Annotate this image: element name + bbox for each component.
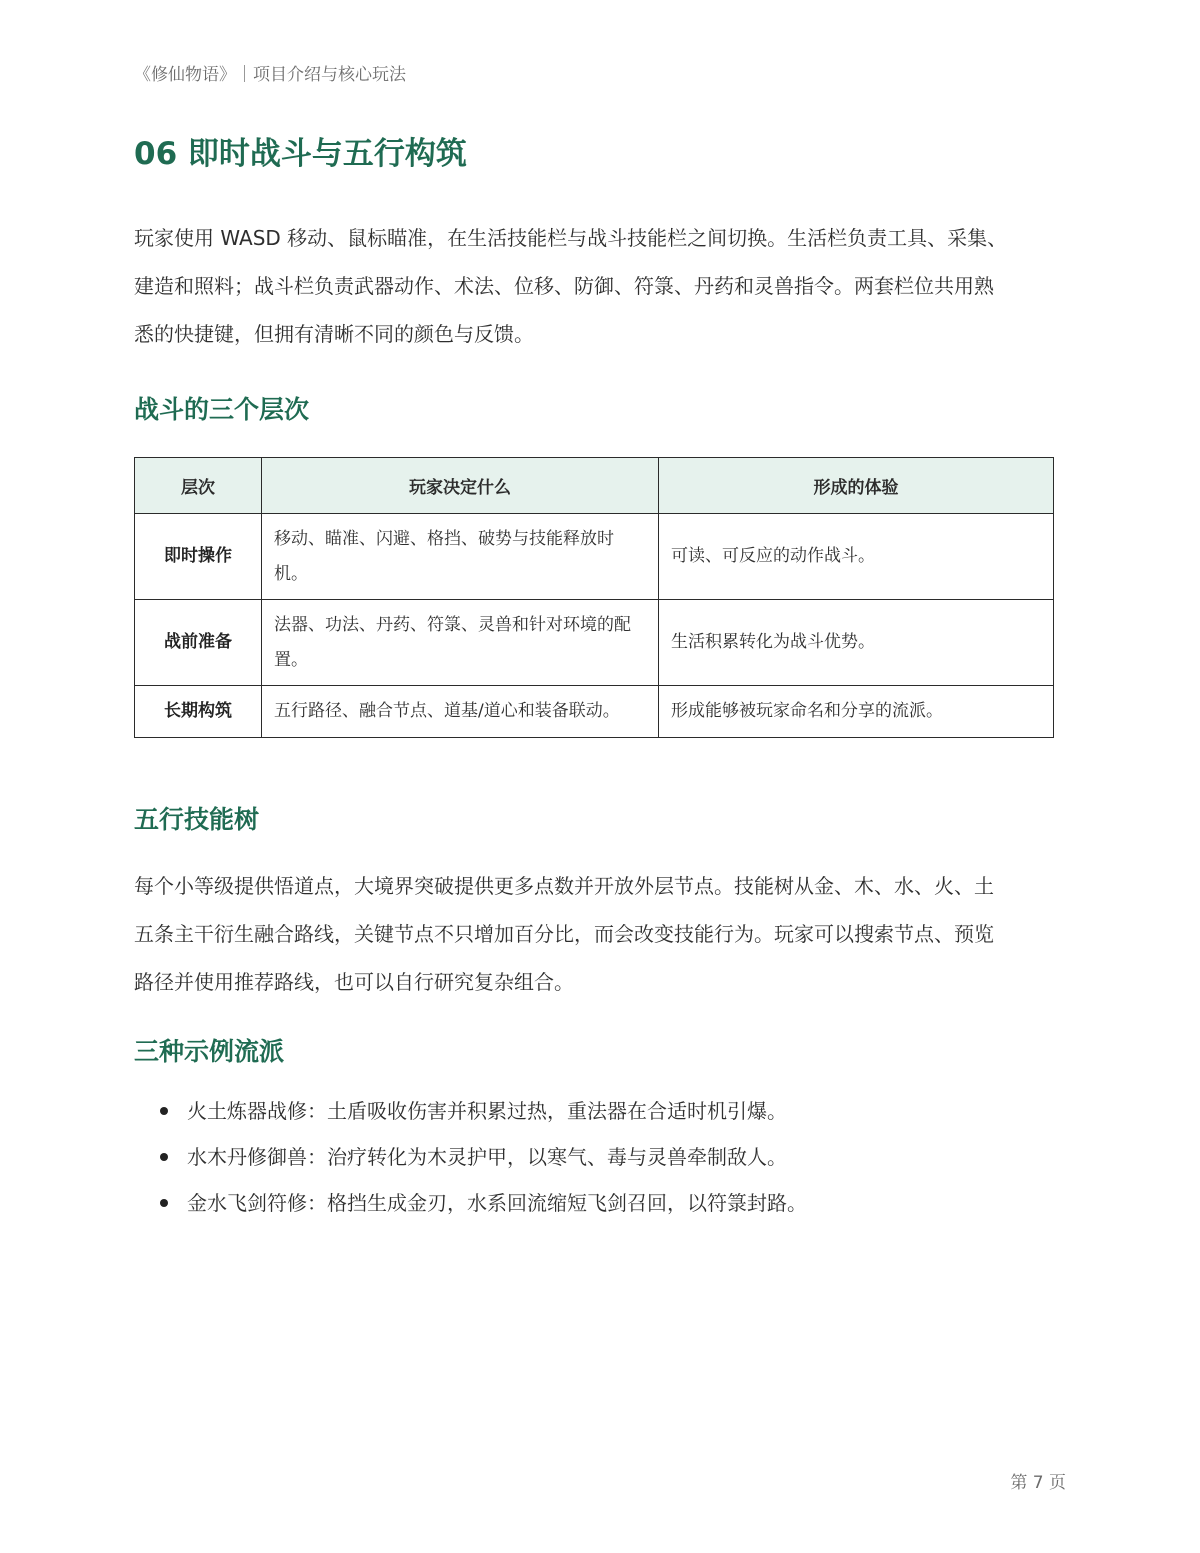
decides-line: 移动、瞄准、闪避、格挡、破势与技能释放时: [274, 528, 614, 549]
layers-heading: 战斗的三个层次: [134, 395, 310, 424]
decides-line: 置。: [274, 649, 308, 670]
intro-line: 悉的快捷键，但拥有清晰不同的颜色与反馈。: [134, 322, 534, 346]
chapter-title: 06 即时战斗与五行构筑: [134, 136, 467, 172]
combat-layers-table: [134, 457, 1054, 738]
table-row: [135, 686, 1054, 738]
column-header-layer: 层次: [135, 458, 262, 514]
skill-tree-paragraph: [134, 862, 1074, 1006]
table-header-row: [135, 458, 1054, 514]
decides-line: 机。: [274, 563, 308, 584]
list-item: [134, 1180, 807, 1226]
bullet-icon: [160, 1107, 168, 1115]
skill-tree-heading: 五行技能树: [134, 805, 260, 834]
table-row: [135, 600, 1054, 686]
decides-cell: [262, 600, 659, 686]
layer-name-cell: 长期构筑: [135, 686, 262, 738]
layer-name-cell: 即时操作: [135, 514, 262, 600]
builds-heading: 三种示例流派: [134, 1037, 285, 1066]
page-number: 第 7 页: [1010, 1473, 1066, 1493]
decides-cell: [262, 514, 659, 600]
bullet-icon: [160, 1153, 168, 1161]
skill-tree-line: 每个小等级提供悟道点，大境界突破提供更多点数并开放外层节点。技能树从金、木、水、火、土: [134, 874, 994, 898]
experience-cell: 生活积累转化为战斗优势。: [659, 600, 1054, 686]
list-item-text: 金水飞剑符修：格挡生成金刃，水系回流缩短飞剑召回，以符箓封路。: [187, 1191, 807, 1215]
layer-name-cell: 战前准备: [135, 600, 262, 686]
intro-paragraph: [134, 214, 1074, 358]
experience-cell: 形成能够被玩家命名和分享的流派。: [659, 686, 1054, 738]
experience-cell: 可读、可反应的动作战斗。: [659, 514, 1054, 600]
list-item-text: 火土炼器战修：土盾吸收伤害并积累过热，重法器在合适时机引爆。: [187, 1099, 787, 1123]
builds-list: [134, 1088, 807, 1226]
running-header: 《修仙物语》｜项目介绍与核心玩法: [134, 65, 406, 85]
intro-line: 建造和照料；战斗栏负责武器动作、术法、位移、防御、符箓、丹药和灵兽指令。两套栏位共用熟: [134, 274, 994, 298]
list-item-text: 水木丹修御兽：治疗转化为木灵护甲，以寒气、毒与灵兽牵制敌人。: [187, 1145, 787, 1169]
skill-tree-line: 路径并使用推荐路线，也可以自行研究复杂组合。: [134, 970, 574, 994]
column-header-experience: 形成的体验: [659, 458, 1054, 514]
intro-line: 玩家使用 WASD 移动、鼠标瞄准，在生活技能栏与战斗技能栏之间切换。生活栏负责工具、采集、: [134, 226, 1008, 250]
column-header-decides: 玩家决定什么: [262, 458, 659, 514]
list-item: [134, 1134, 807, 1180]
bullet-icon: [160, 1199, 168, 1207]
decides-cell: [262, 686, 659, 738]
table-row: [135, 514, 1054, 600]
decides-line: 五行路径、融合节点、道基/道心和装备联动。: [274, 701, 620, 721]
decides-line: 法器、功法、丹药、符箓、灵兽和针对环境的配: [274, 614, 631, 635]
list-item: [134, 1088, 807, 1134]
skill-tree-line: 五条主干衍生融合路线，关键节点不只增加百分比，而会改变技能行为。玩家可以搜索节点、预览: [134, 922, 994, 946]
